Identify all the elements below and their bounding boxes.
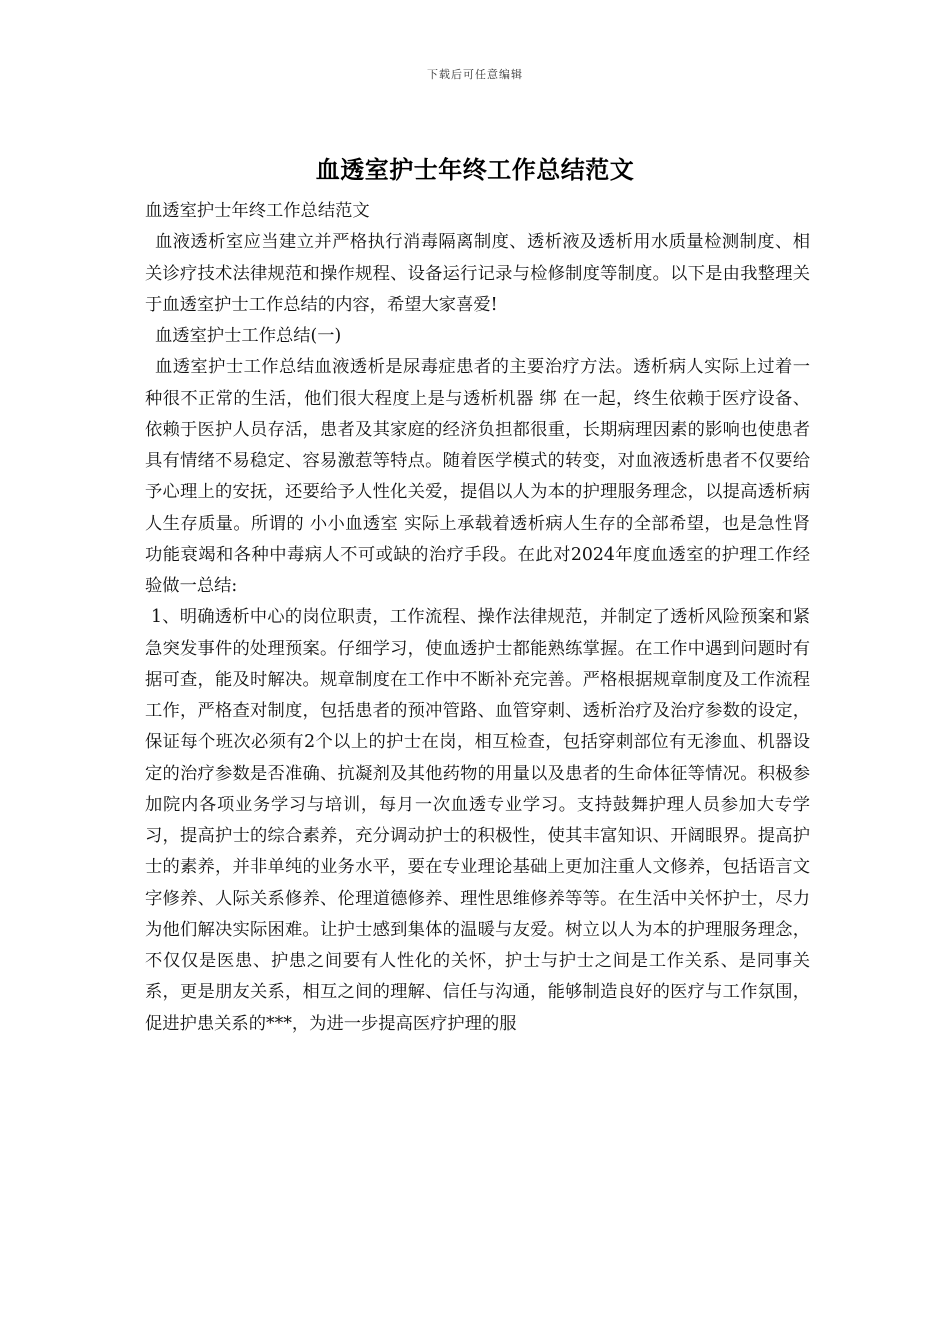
section-heading: 血透室护士工作总结(一): [155, 326, 342, 346]
document-title: 血透室护士年终工作总结范文: [315, 155, 635, 184]
summary-paragraph: 血透室护士工作总结血液透析是尿毒症患者的主要治疗方法。透析病人实际上过着一种很不正常的生活，他们很大程度上是与透析机器 绑 在一起，终生依赖于医疗设备、依赖于医护人员存活，患者及其家庭的经济负担都很重，长期病理因素的影响也使患者具有情绪不易稳定、容易激惹等特点。随着医学模式的转变，对血液透析患者不仅要给予心理上的安抚，还要给予人性化关爱，提倡以人为本的护理服务理念，以提高透析病人生存质量。所谓的 小小血透室 实际上承载着透析病人生存的全部希望，也是急性肾功能衰竭和各种中毒病人不可或缺的治疗手段。在此对2024年度血透室的护理工作经验做一总结:: [145, 357, 810, 596]
document-body: [145, 196, 810, 1040]
subtitle-paragraph: 血透室护士年终工作总结范文: [145, 201, 370, 221]
download-note: 下载后可任意编辑: [427, 68, 523, 81]
point-one-paragraph: 1、明确透析中心的岗位职责，工作流程、操作法律规范，并制定了透析风险预案和紧急突发事件的处理预案。仔细学习，使血透护士都能熟练掌握。在工作中遇到问题时有据可查，能及时解决。规章制度在工作中不断补充完善。严格根据规章制度及工作流程工作，严格查对制度，包括患者的预冲管路、血管穿刺、透析治疗及治疗参数的设定，保证每个班次必须有2个以上的护士在岗，相互检查，包括穿刺部位有无渗血、机器设定的治疗参数是否准确、抗凝剂及其他药物的用量以及患者的生命体征等情况。积极参加院内各项业务学习与培训，每月一次血透专业学习。支持鼓舞护理人员参加大专学习，提高护士的综合素养，充分调动护士的积极性，使其丰富知识、开阔眼界。提高护士的素养，并非单纯的业务水平，要在专业理论基础上更加注重人文修养，包括语言文字修养、人际关系修养、伦理道德修养、理性思维修养等等。在生活中关怀护士，尽力为他们解决实际困难。让护士感到集体的温暖与友爱。树立以人为本的护理服务理念，不仅仅是医患、护患之间要有人性化的关怀，护士与护士之间是工作关系、是同事关系，更是朋友关系，相互之间的理解、信任与沟通，能够制造良好的医疗与工作氛围，促进护患关系的***，为进一步提高医疗护理的服: [145, 607, 810, 1034]
intro-paragraph: 血液透析室应当建立并严格执行消毒隔离制度、透析液及透析用水质量检测制度、相关诊疗技术法律规范和操作规程、设备运行记录与检修制度等制度。以下是由我整理关于血透室护士工作总结的内容，希望大家喜爱!: [145, 232, 810, 315]
